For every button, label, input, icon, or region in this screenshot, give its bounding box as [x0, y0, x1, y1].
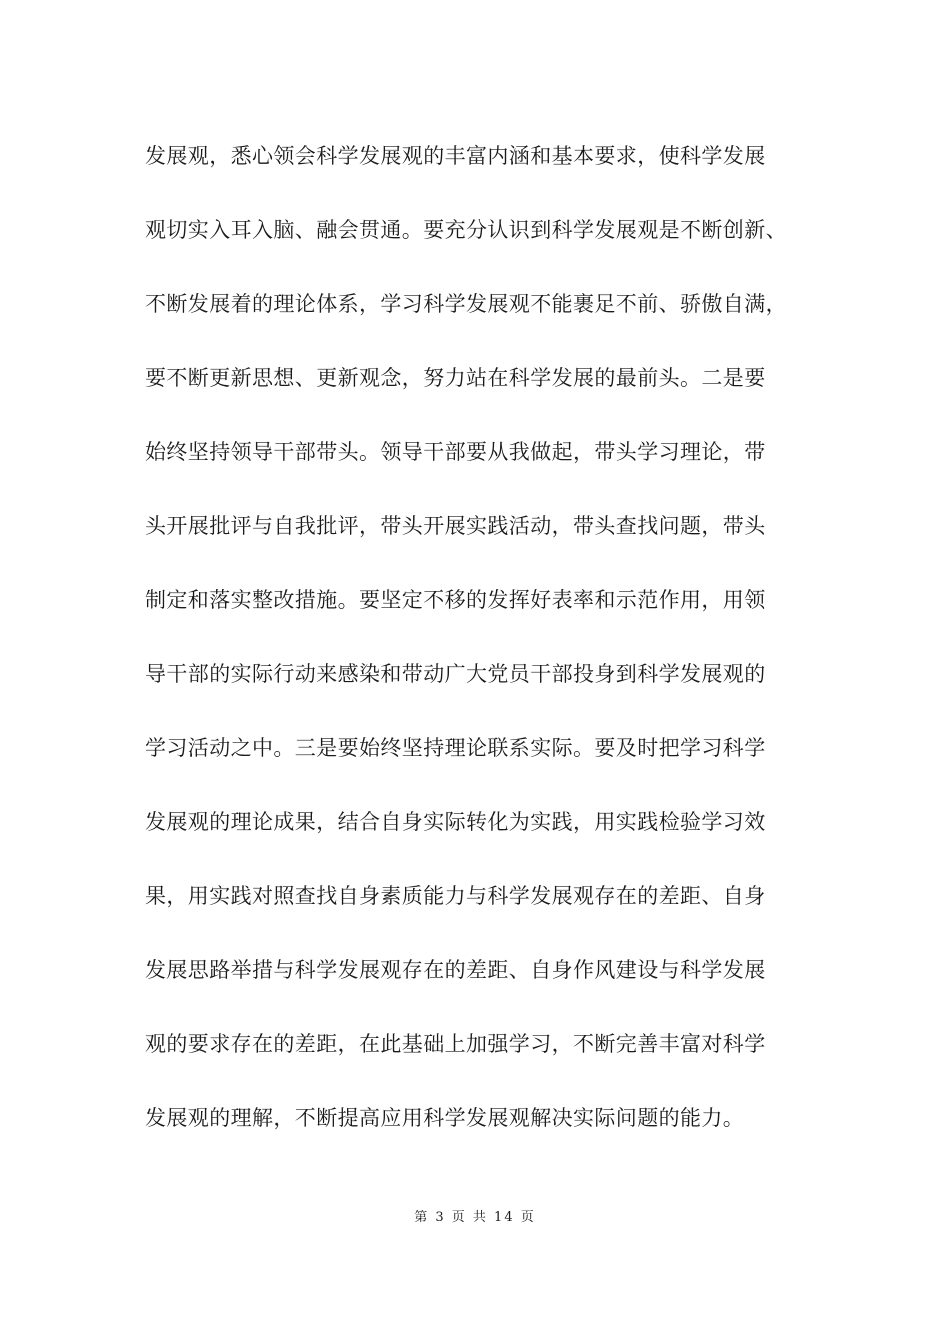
text-line: 学习活动之中。三是要始终坚持理论联系实际。要及时把学习科学	[145, 736, 766, 760]
text-line: 发展观，悉心领会科学发展观的丰富内涵和基本要求，使科学发展	[145, 144, 766, 168]
text-line: 导干部的实际行动来感染和带动广大党员干部投身到科学发展观的	[145, 662, 766, 686]
text-line: 果，用实践对照查找自身素质能力与科学发展观存在的差距、自身	[145, 884, 766, 908]
text-line: 观切实入耳入脑、融会贯通。要充分认识到科学发展观是不断创新、	[145, 218, 787, 242]
text-line: 不断发展着的理论体系，学习科学发展观不能裹足不前、骄傲自满，	[145, 292, 787, 316]
body-text	[145, 136, 845, 1172]
text-line: 始终坚持领导干部带头。领导干部要从我做起，带头学习理论，带	[145, 440, 766, 464]
text-line: 制定和落实整改措施。要坚定不移的发挥好表率和示范作用，用领	[145, 588, 766, 612]
text-line: 要不断更新思想、更新观念，努力站在科学发展的最前头。二是要	[145, 366, 766, 390]
text-line: 头开展批评与自我批评，带头开展实践活动，带头查找问题，带头	[145, 514, 766, 538]
text-line: 发展观的理论成果，结合自身实际转化为实践，用实践检验学习效	[145, 810, 766, 834]
text-line: 发展思路举措与科学发展观存在的差距、自身作风建设与科学发展	[145, 958, 766, 982]
text-line: 观的要求存在的差距，在此基础上加强学习，不断完善丰富对科学	[145, 1032, 766, 1056]
page-number-footer: 第 3 页 共 14 页	[414, 1210, 536, 1225]
text-line: 发展观的理解，不断提高应用科学发展观解决实际问题的能力。	[145, 1106, 745, 1130]
